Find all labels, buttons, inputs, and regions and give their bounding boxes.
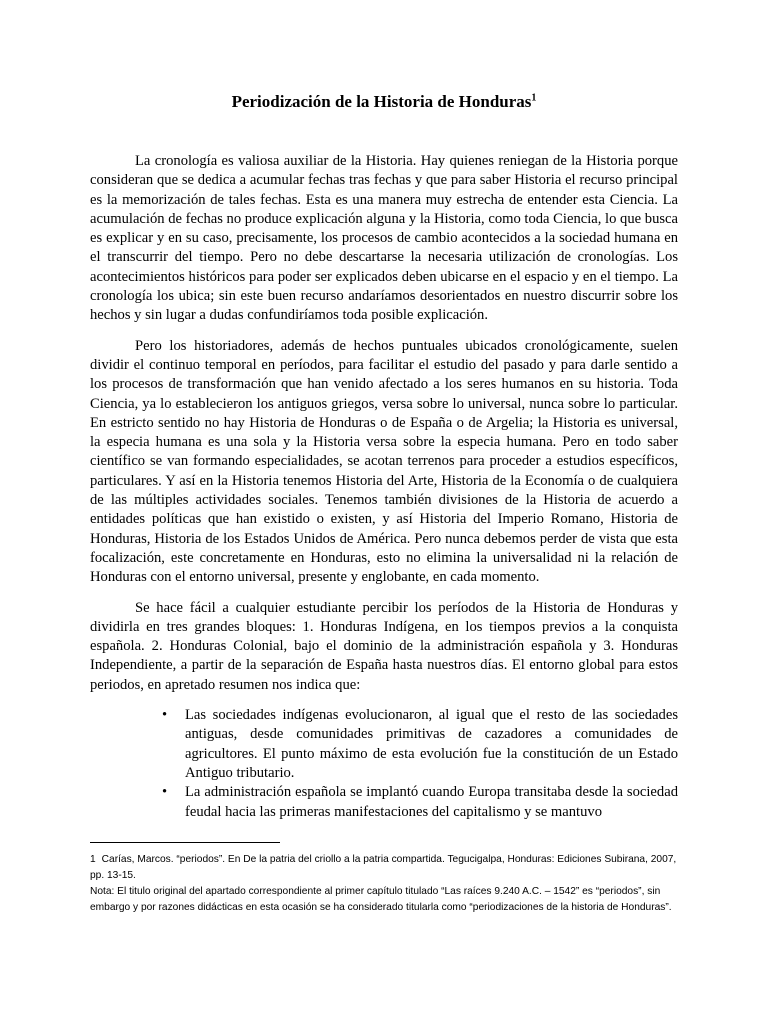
footnote-number: 1 bbox=[90, 854, 96, 865]
bullet-text: Las sociedades indígenas evolucionaron, al igual que el resto de las sociedades antiguas, desde comunidades primitivas de cazadores a comunidades de agricultores. El punto máximo de esta evolución fue la constitución de un Estado Antiguo tributario. bbox=[185, 707, 678, 781]
title-footnote-ref: 1 bbox=[531, 92, 537, 104]
title-text: Periodización de la Historia de Honduras bbox=[231, 92, 532, 111]
document-title bbox=[0, 92, 768, 112]
footnote-note: Nota: El titulo original del apartado correspondiente al primer capítulo titulado “Las raíces 9.240 A.C. – 1542” es “periodos”, sin embargo y por razones didácticas en esta ocasión se ha considerado titularla como “periodizaciones de la historia de Honduras”. bbox=[90, 886, 672, 913]
bullet-text: La administración española se implantó cuando Europa transitaba desde la sociedad feudal hacia las primeras manifestaciones del capitalismo y se mantuvo bbox=[185, 784, 678, 820]
bullet-list bbox=[90, 706, 678, 822]
bullet-icon: • bbox=[162, 707, 168, 724]
footnote-citation bbox=[90, 852, 680, 884]
footnote-separator bbox=[90, 842, 280, 843]
bullet-icon: • bbox=[162, 784, 168, 801]
footnote-citation-text: Carías, Marcos. “periodos”. En De la patria del criollo a la patria compartida. Tegucigalpa, Honduras: Ediciones Subirana, 2007, pp. 13-15. bbox=[90, 854, 677, 881]
bullet-item bbox=[162, 706, 678, 783]
paragraph-2: Pero los historiadores, además de hechos puntuales ubicados cronológicamente, suelen dividir el continuo temporal en períodos, para facilitar el estudio del pasado y para darle sentido a los procesos de transformación que han venido afectado a los seres humanos en su historia. Toda Ciencia, ya lo establecieron los antiguos griegos, versa sobre lo universal, nunca sobre lo particular. En estricto sentido no hay Historia de Honduras o de España o de Argelia; la Historia es universal, la especia humana es una sola y la Historia versa sobre la especia humana. Pero en todo saber científico se van formando especialidades, se acotan terrenos para proceder a estudios específicos, particulares. Y así en la Historia tenemos Historia del Arte, Historia de la Economía o de cualquiera de las múltiples actividades sociales. Tenemos también divisiones de la Historia de acuerdo a entidades políticas que han existido o existen, y así Historia del Imperio Romano, Historia de Honduras, Historia de los Estados Unidos de América. Pero nunca debemos perder de vista que esta focalización, este concretamente en Honduras, esto no elimina la universalidad ni la relación de Honduras con el entorno universal, presente y englobante, en cada momento. bbox=[90, 337, 678, 586]
paragraph-1: La cronología es valiosa auxiliar de la Historia. Hay quienes reniegan de la Historia porque consideran que se dedica a acumular fechas tras fechas y que para saber Historia el recurso principal es la memorización de tales fechas. Esta es una manera muy estrecha de entender esta Ciencia. La acumulación de fechas no produce explicación alguna y la Historia, como toda Ciencia, lo que busca es explicar y en su caso, precisamente, los procesos de cambio acontecidos a la sociedad humana en el transcurrir del tiempo. Pero no debe descartarse la necesaria utilización de cronologías. Los acontecimientos históricos para poder ser explicados deben ubicarse en el espacio y en el tiempo. La cronología los ubica; sin este buen recurso andaríamos desorientados en nuestro discurrir sobre los hechos y sin lugar a dudas confundiríamos toda posible explicación. bbox=[90, 153, 678, 324]
bullet-item bbox=[162, 783, 678, 822]
paragraph-3: Se hace fácil a cualquier estudiante percibir los períodos de la Historia de Honduras y dividirla en tres grandes bloques: 1. Honduras Indígena, en los tiempos previos a la conquista española. 2. Honduras Colonial, bajo el dominio de la administración española y 3. Honduras Independiente, a partir de la separación de España hasta nuestros días. El entorno global para estos periodos, en apretado resumen nos indica que: bbox=[90, 599, 678, 693]
document-body bbox=[90, 152, 678, 822]
footnote bbox=[90, 852, 680, 916]
